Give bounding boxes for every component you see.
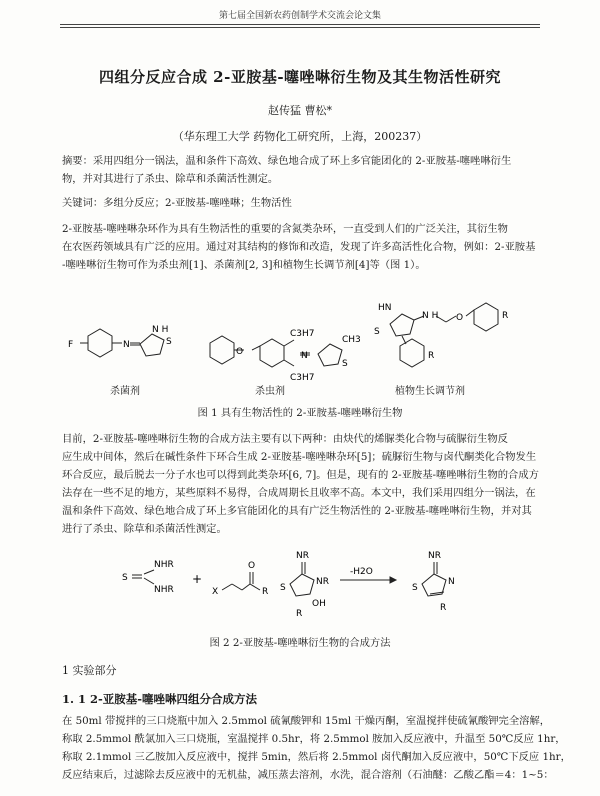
- thiourea-nhr-top: NHR: [154, 560, 174, 570]
- atom-n-ring-fungicide: N H: [152, 325, 169, 335]
- haloketone-o: O: [248, 561, 256, 571]
- insecticide-phenyl-ring-a: [210, 336, 234, 364]
- paper-title: 四组分反应合成 2-亚胺基-噻唑啉衍生物及其生物活性研究: [98, 68, 502, 86]
- haloketone-r: R: [262, 587, 269, 597]
- product-r: R: [440, 603, 447, 613]
- product-nr: NR: [428, 551, 441, 561]
- intro-line-3: -噻唑啉衍生物可作为杀虫剂[1]、杀菌剂[2, 3]和植物生长调节剂[4]等（图 1）。: [62, 259, 426, 271]
- amide-nh: N H: [422, 311, 439, 321]
- figure-1-label-insecticide: 杀虫剂: [255, 386, 285, 397]
- fungicide-phenyl-ring: [88, 329, 112, 357]
- body-line-1: 目前，2-亚胺基-噻唑啉衍生物的合成方法主要有以下两种：由炔代的烯脲类化合物与硫脲衍生物反: [62, 433, 508, 445]
- figure-1-label-regulator: 植物生长调节剂: [395, 386, 465, 397]
- regulator-phenoxy-ring: [474, 303, 498, 331]
- methyl-group: CH3: [342, 335, 361, 345]
- figure-2-scheme: [100, 540, 520, 620]
- header-rule-bottom: [60, 27, 540, 28]
- affiliation: （华东理工大学 药物化工研究所，上海，200237）: [172, 130, 428, 143]
- figure-2-caption: 图 2 2-亚胺基-噻唑啉衍生物的合成方法: [209, 637, 391, 649]
- exp-line-1: 在 50ml 带搅拌的三口烧瓶中加入 2.5mmol 硫氰酸钾和 15ml 干燥丙酮，室温搅拌使硫氰酸钾完全溶解，: [62, 715, 551, 727]
- body-line-5: 温和条件下高效、绿色地合成了环上多官能团化的具有广泛生物活性的 2-亚胺基-噻唑啉衍生物，并对其: [62, 505, 532, 517]
- thiourea-s: S: [122, 573, 128, 583]
- abstract-line-1: 摘要：采用四组分一锅法，温和条件下高效、绿色地合成了环上多官能团化的 2-亚胺基-噻唑啉衍生: [62, 155, 512, 167]
- section-1-heading: 1 实验部分: [62, 664, 117, 677]
- intermediate-nr: NR: [296, 551, 309, 561]
- imino-hn: HN: [378, 303, 392, 313]
- product-n: N: [448, 577, 455, 587]
- atom-s-insecticide: S: [342, 359, 348, 369]
- running-header: 第七届全国新农药创制学术交流会论文集: [218, 11, 381, 21]
- propyl-bottom: C3H7: [290, 373, 315, 383]
- body-line-2: 应生成中间体，然后在碱性条件下环合生成 2-亚胺基-噻唑啉杂环[5]；硫脲衍生物与卤代酮类化合物发生: [62, 451, 537, 463]
- propyl-top: C3H7: [290, 329, 315, 339]
- atom-s-fungicide: S: [166, 337, 172, 347]
- insecticide-thiazoline-ring: [318, 344, 342, 366]
- intermediate-oh: OH: [312, 599, 326, 609]
- exp-line-4: 反应结束后，过滤除去反应液中的无机盐，减压蒸去溶剂，水洗，混合溶剂（石油醚：乙酸乙酯＝4：1~5：: [62, 769, 554, 781]
- intermediate-ring: [290, 574, 314, 596]
- atom-o-ether: O: [236, 347, 244, 357]
- figure-1-caption: 图 1 具有生物活性的 2-亚胺基-噻唑啉衍生物: [197, 407, 403, 419]
- atom-o-regulator: O: [456, 313, 464, 323]
- atom-f: F: [68, 340, 74, 350]
- atom-s-regulator: S: [374, 327, 380, 337]
- intro-line-2: 在农医药领域具有广泛的应用。通过对其结构的修饰和改造，发现了许多高活性化合物，例如：2-亚胺基: [62, 241, 536, 253]
- exp-line-3: 称取 2.1mmol 三乙胺加入反应液中，搅拌 5min，然后将 2.5mmol 卤代酮加入反应液中，50℃下反应 1hr，: [62, 751, 571, 763]
- abstract-line-2: 物，并对其进行了杀虫、除草和杀菌活性测定。: [62, 173, 279, 185]
- figure-1-structures: [60, 288, 540, 388]
- figure-1-label-fungicide: 杀菌剂: [110, 386, 140, 397]
- section-1-1-heading: 1. 1 2-亚胺基-噻唑啉四组分合成方法: [62, 692, 258, 706]
- atom-n-imino: N: [123, 340, 130, 350]
- fungicide-thiazoline-ring: [140, 334, 164, 356]
- authors: 赵传猛 曹松*: [268, 104, 332, 117]
- thiourea-nhr-bottom: NHR: [154, 585, 174, 595]
- reagent-label: -H2O: [350, 567, 373, 577]
- intermediate-s: S: [280, 583, 286, 593]
- intermediate-nr-ring: NR: [316, 577, 329, 587]
- insecticide-phenyl-ring-b: [260, 339, 284, 367]
- regulator-thiazoline-ring: [390, 314, 414, 336]
- header-rule-top: [60, 24, 540, 25]
- plus-sign: +: [192, 572, 203, 586]
- regulator-phenyl-ring: [400, 339, 424, 367]
- haloketone-x: X: [212, 587, 219, 597]
- body-line-6: 进行了杀虫、除草和杀菌活性测定。: [62, 523, 227, 535]
- intro-line-1: 2-亚胺基-噻唑啉杂环作为具有生物活性的重要的含氮类杂环，一直受到人们的广泛关注，其衍生物: [62, 223, 508, 235]
- substituent-r-top: R: [502, 311, 509, 321]
- body-line-4: 法存在一些不足的地方，某些原料不易得，合成周期长且收率不高。本文中，我们采用四组分一锅法，在: [62, 487, 536, 499]
- intermediate-r: R: [296, 609, 303, 619]
- substituent-r-bottom: R: [428, 351, 435, 361]
- keywords: 关键词：多组分反应；2-亚胺基-噻唑啉；生物活性: [62, 197, 292, 209]
- product-s: S: [412, 583, 418, 593]
- body-line-3: 环合反应，最后脱去一分子水也可以得到此类杂环[6, 7]。但是，现有的 2-亚胺基-噻唑啉衍生物的合成方: [62, 469, 539, 481]
- atom-n-insecticide: N: [301, 351, 308, 361]
- exp-line-2: 称取 2.5mmol 酰氯加入三口烧瓶，室温搅拌 0.5hr，将 2.5mmol 胺加入反应液中，升温至 50℃反应 1hr，: [62, 733, 566, 745]
